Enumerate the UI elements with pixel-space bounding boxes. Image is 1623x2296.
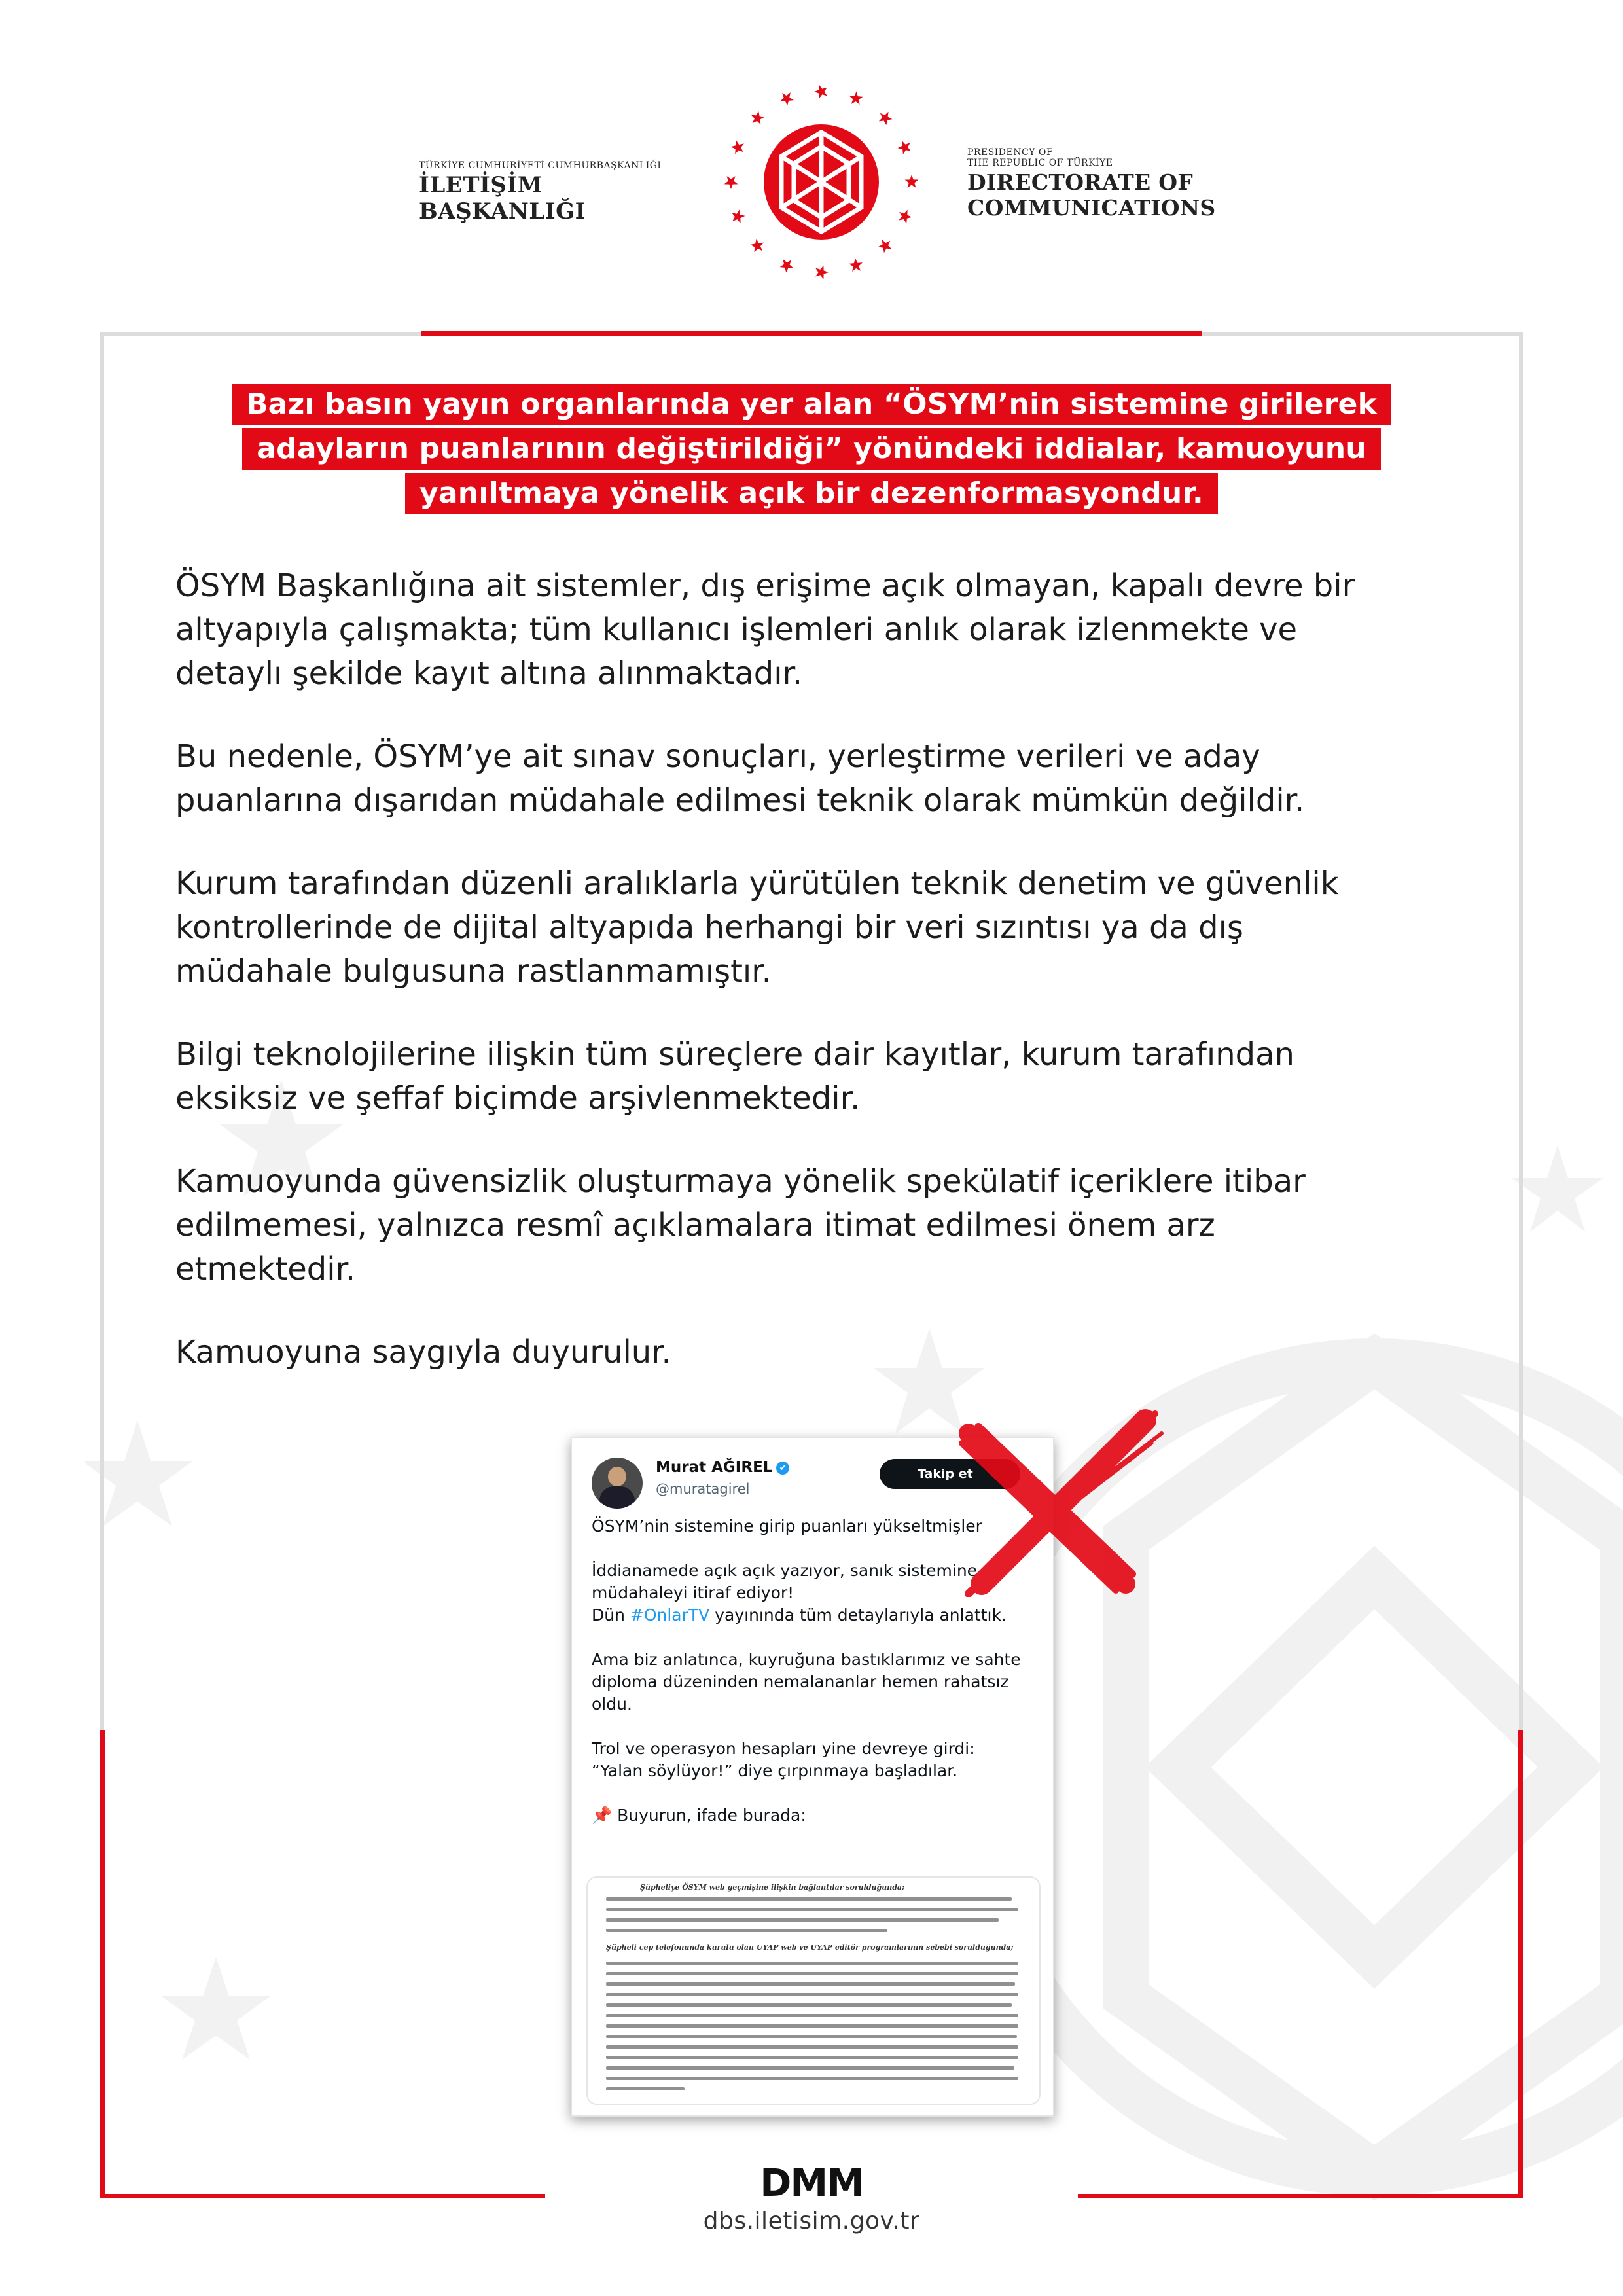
emblem-star [849, 259, 863, 272]
paragraph-records [175, 1033, 1471, 1121]
document-subheading: Şüpheli cep telefonunda kurulu olan UYAP web ve UYAP editör programlarının sebebi sorulduğunda; [606, 1943, 1014, 1952]
emblem-star [780, 259, 794, 272]
paragraph-no-intervention [175, 735, 1471, 823]
frame-bottom-left [100, 2194, 545, 2198]
document-text-line [606, 1962, 1018, 1965]
emblem-star [849, 92, 863, 105]
presidency-star-emblem-icon [720, 79, 923, 281]
document-text-line [606, 2014, 1018, 2017]
tweet-line: Ama biz anlatınca, kuyruğuna bastıklarımız ve sahte [592, 1650, 1021, 1669]
institution-title-tr: İLETİŞİM BAŞKANLIĞI [419, 172, 586, 224]
headline-line-1: Bazı basın yayın organlarında yer alan “ÖSYM’nin sistemine girilerek [232, 384, 1391, 425]
tweet-text-fragment: Buyurun, ifade burada: [612, 1806, 806, 1825]
tweet-line [592, 1604, 1024, 1626]
header-right-institution [967, 147, 1229, 219]
tweet-author-name [656, 1459, 789, 1476]
document-heading: Şüpheliye ÖSYM web geçmişine ilişkin bağlantılar sorulduğunda; [640, 1883, 905, 1892]
tweet-line: Trol ve operasyon hesapları yine devreye girdi: [592, 1739, 975, 1758]
document-text-line [606, 1982, 1015, 1986]
emblem-star [780, 92, 794, 105]
emblem-star [751, 111, 765, 125]
institution-title-en-2: COMMUNICATIONS [967, 195, 1216, 221]
header-left-institution [419, 160, 694, 224]
frame-right-side [1519, 332, 1523, 1730]
tweet-line: müdahaleyi itiraf ediyor! [592, 1583, 794, 1602]
paragraph-line: kontrollerinde de dijital altyapıda herhangi bir veri sızıntısı ya da dış [175, 909, 1243, 946]
paragraph-line: puanlarına dışarıdan müdahale edilmesi teknik olarak mümkün değildir. [175, 782, 1305, 819]
document-text-line [606, 2077, 1018, 2080]
document-text-line [606, 2087, 685, 2090]
institution-title-en-1: DIRECTORATE OF [967, 170, 1193, 195]
paragraph-line: Bilgi teknolojilerine ilişkin tüm süreçlere dair kayıtlar, kurum tarafından [175, 1036, 1294, 1073]
frame-top-right [1202, 332, 1523, 336]
paragraph-line: Kamuoyunda güvensizlik oluşturmaya yönelik spekülatif içeriklere itibar [175, 1163, 1306, 1200]
tweet-line: diploma düzeninden nemalananlar hemen rahatsız [592, 1672, 1009, 1691]
paragraph-line: Kurum tarafından düzenli aralıklarla yürütülen teknik denetim ve güvenlik [175, 865, 1339, 902]
headline-line-2: adayların puanlarının değiştirildiği” yönündeki iddialar, kamuoyunu [242, 428, 1381, 470]
tweet-line: oldu. [592, 1695, 632, 1713]
tweet-author-handle: @muratagirel [656, 1481, 750, 1497]
frame-left-side [100, 332, 104, 1730]
paragraph-public-warning [175, 1160, 1471, 1291]
document-text-line [606, 2024, 1018, 2028]
frame-right-accent [1518, 1730, 1523, 2198]
footer-website: dbs.iletisim.gov.tr [703, 2208, 920, 2234]
paragraph-line: altyapıyla çalışmakta; tüm kullanıcı işlemleri anlık olarak izlenmekte ve [175, 611, 1298, 648]
document-text-line [606, 1929, 887, 1932]
paragraph-systems [175, 564, 1471, 696]
paragraph-line: etmektedir. [175, 1251, 356, 1287]
tweet-text-fragment: yayınında tüm detaylarıyla anlattık. [709, 1605, 1007, 1624]
paragraph-line: eksiksiz ve şeffaf biçimde arşivlenmektedir. [175, 1080, 861, 1117]
document-text-line [606, 1972, 1018, 1975]
emblem-star [905, 175, 919, 188]
tweet-text-fragment: Dün [592, 1605, 630, 1624]
emblem-star [815, 266, 829, 279]
dmm-logo-text: DMM [760, 2163, 863, 2202]
paragraph-line: edilmemesi, yalnızca resmî açıklamalara itimat edilmesi önem arz [175, 1207, 1215, 1244]
avatar [592, 1458, 643, 1509]
statement-body [175, 564, 1471, 1414]
institution-subtitle-en-2: THE REPUBLIC OF TÜRKİYE [967, 158, 1113, 168]
dmm-logo [713, 2163, 910, 2202]
paragraph-audits [175, 862, 1471, 994]
tweet-line: ÖSYM’nin sistemine girip puanları yükseltmişler [592, 1516, 982, 1535]
document-text-line [606, 1908, 1018, 1911]
paragraph-line: detaylı şekilde kayıt altına alınmaktadır. [175, 655, 803, 692]
document-text-line [606, 2056, 1018, 2059]
institution-subtitle-tr: TÜRKİYE CUMHURİYETİ CUMHURBAŞKANLIĞI [419, 160, 662, 171]
emblem-star [751, 239, 764, 253]
emblem-star [814, 85, 827, 99]
emblem-star [731, 141, 744, 154]
emblem-star [724, 176, 738, 189]
paragraph-line: müdahale bulgusuna rastlanmamıştır. [175, 953, 772, 990]
headline-line-3: yanıltmaya yönelik açık bir dezenformasyondur. [405, 473, 1218, 514]
document-text-line [606, 2003, 1012, 2007]
institution-subtitle-en-1: PRESIDENCY OF [967, 147, 1054, 158]
paragraph-line: Bu nedenle, ÖSYM’ye ait sınav sonuçları, yerleştirme verileri ve aday [175, 738, 1260, 775]
hashtag-link[interactable]: #OnlarTV [630, 1605, 710, 1624]
red-cross-out-icon [929, 1407, 1165, 1597]
frame-bottom-right [1078, 2194, 1523, 2198]
document-text-line [606, 1897, 1012, 1901]
follow-button[interactable]: Takip et [880, 1459, 1020, 1489]
tweet-line: “Yalan söylüyor!” diye çırpınmaya başladılar. [592, 1761, 958, 1780]
document-text-line [606, 2066, 1014, 2070]
frame-top-left [100, 332, 421, 336]
document-text-line [606, 1993, 1018, 1996]
document-text-line [606, 1918, 999, 1922]
author-name-text: Murat AĞIREL [656, 1459, 773, 1476]
frame-left-accent [100, 1730, 105, 2198]
emblem-star [899, 210, 912, 224]
emblem-star [879, 112, 893, 126]
tweet-line [592, 1804, 1024, 1827]
document-text-line [606, 2035, 1017, 2038]
emblem-star [898, 141, 911, 154]
paragraph-line: Kamuoyuna saygıyla duyurulur. [175, 1334, 671, 1371]
pushpin-icon: 📌 [592, 1806, 613, 1825]
verified-badge-icon: ✔ [776, 1462, 789, 1475]
emblem-star [878, 240, 892, 253]
frame-top-accent [421, 331, 1202, 336]
headline [0, 384, 1623, 517]
emblem-star [732, 209, 745, 223]
document-text-line [606, 2045, 1018, 2049]
tweet-attached-document-image[interactable] [586, 1876, 1041, 2105]
paragraph-closing [175, 1331, 1471, 1374]
paragraph-line: ÖSYM Başkanlığına ait sistemler, dış erişime açık olmayan, kapalı devre bir [175, 567, 1355, 604]
tweet-line: İddianamede açık açık yazıyor, sanık sistemine [592, 1561, 978, 1580]
